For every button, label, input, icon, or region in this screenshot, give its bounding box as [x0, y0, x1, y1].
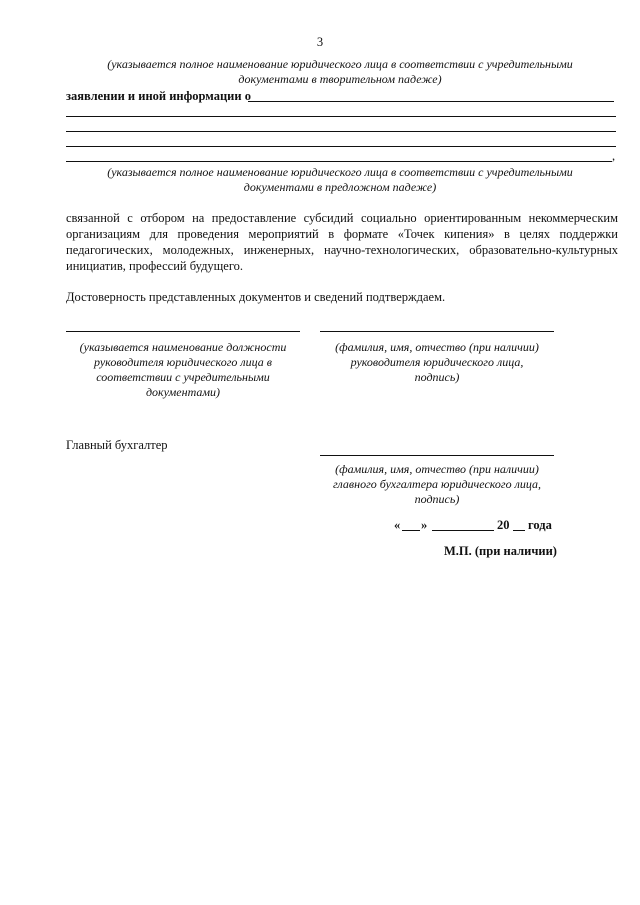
- blank-line-2: [66, 116, 616, 117]
- date-close-quote: »: [421, 518, 428, 532]
- accountant-label: Главный бухгалтер: [66, 438, 168, 452]
- head-position-note-line4: документами): [145, 385, 221, 399]
- note-middle-line1: (указывается полное наименование юридического лица в соответствии с учредительными: [107, 165, 573, 179]
- paragraph-line4: инициатив, профессий будущего.: [66, 259, 244, 273]
- head-position-note-line3: соответствии с учредительными: [96, 370, 270, 384]
- note-top-line1: (указывается полное наименование юридического лица в соответствии с учредительными: [107, 57, 573, 71]
- date-century: 20: [497, 518, 510, 532]
- note-middle-line2: документами в предложном падеже): [243, 180, 437, 194]
- note-top-line2: документами в творительном падеже): [238, 72, 442, 86]
- accountant-note-line1: (фамилия, имя, отчество (при наличии): [335, 462, 539, 476]
- trailing-comma: ,: [612, 149, 616, 163]
- statement-prefix: заявлении и иной информации о: [66, 89, 251, 103]
- blank-line-5: [66, 161, 612, 162]
- date-day-line: [402, 530, 420, 531]
- blank-line-3: [66, 131, 616, 132]
- blank-line-4: [66, 146, 616, 147]
- date-open-quote: «: [394, 518, 401, 532]
- date-year-line: [513, 530, 525, 531]
- head-position-line: [66, 331, 300, 332]
- accountant-note-line2: главного бухгалтера юридического лица,: [333, 477, 541, 491]
- page-number: 3: [316, 35, 324, 49]
- head-position-note-line1: (указывается наименование должности: [79, 340, 287, 354]
- blank-line-1: [248, 101, 614, 102]
- head-name-note-line3: подпись): [414, 370, 460, 384]
- head-position-note-line2: руководителя юридического лица в: [94, 355, 272, 369]
- head-name-note-line2: руководителя юридического лица,: [350, 355, 524, 369]
- head-name-note-line1: (фамилия, имя, отчество (при наличии): [335, 340, 539, 354]
- accountant-note-line3: подпись): [414, 492, 460, 506]
- paragraph-line3: педагогических, молодежных, инженерных, научно-технологических, образовательно-культурных: [66, 243, 618, 257]
- accountant-name-line: [320, 455, 554, 456]
- head-name-line: [320, 331, 554, 332]
- paragraph-line1: связанной с отбором на предоставление субсидий социально ориентированным некоммерческим: [66, 211, 618, 225]
- confirmation-text: Достоверность представленных документов и сведений подтверждаем.: [66, 290, 446, 304]
- paragraph-line2: организациям для проведения мероприятий в формате «Точек кипения» в целях поддержки: [66, 227, 618, 241]
- stamp-place: М.П. (при наличии): [444, 544, 557, 558]
- date-month-line: [432, 530, 494, 531]
- date-year-word: года: [528, 518, 552, 532]
